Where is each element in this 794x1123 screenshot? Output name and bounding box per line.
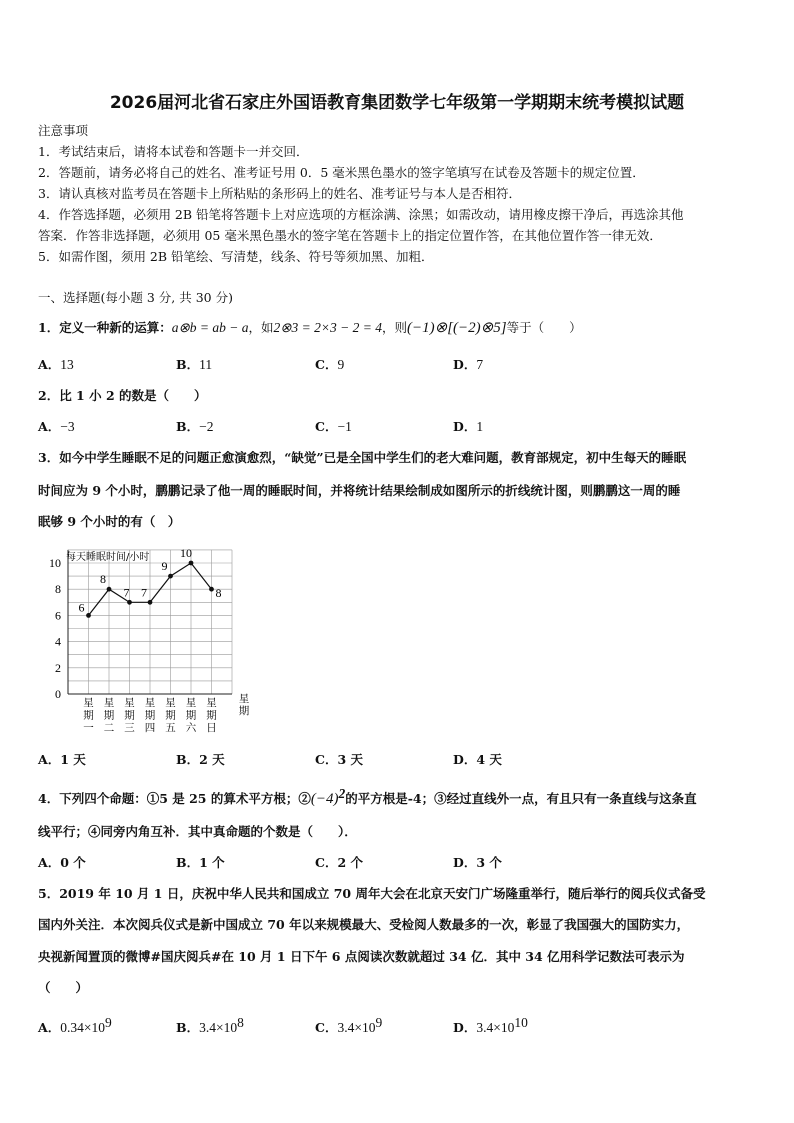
option-d[interactable]: D．3 个 bbox=[453, 855, 502, 870]
data-point bbox=[86, 613, 91, 618]
data-label: 8 bbox=[100, 572, 106, 587]
data-point bbox=[107, 587, 112, 592]
notice-item: 4．作答选择题，必须用 2B 铅笔将答题卡上对应选项的方框涂满、涂黑；如需改动，请用橡皮擦干净后，再选涂其他 bbox=[38, 207, 684, 222]
question-2-stem: 2．比 1 小 2 的数是（ ） bbox=[38, 388, 207, 403]
data-label: 8 bbox=[215, 586, 222, 601]
option-a[interactable]: A．13 bbox=[38, 357, 74, 372]
y-tick-label: 10 bbox=[49, 556, 61, 570]
x-tick-label: 二 bbox=[103, 722, 115, 734]
option-c[interactable]: C．3 天 bbox=[315, 752, 364, 767]
question-4-line: 线平行；④同旁内角互补．其中真命题的个数是（ ）． bbox=[38, 824, 357, 839]
option-b[interactable]: B．2 天 bbox=[176, 752, 225, 767]
question-3-line: 时间应为 9 个小时，鹏鹏记录了他一周的睡眠时间，并将统计结果绘制成如图所示的折线统计图，则鹏鹏这一周的睡 bbox=[38, 483, 681, 498]
x-tick-label: 星 bbox=[124, 697, 135, 709]
data-point bbox=[148, 600, 153, 605]
option-c[interactable]: C．$3.4\times 10^9$ bbox=[315, 1015, 383, 1036]
x-tick-label: 星 bbox=[83, 697, 94, 709]
q1-expression: (−1)⊗[(−2)⊗5] bbox=[407, 320, 507, 336]
option-d[interactable]: D．7 bbox=[453, 357, 484, 372]
y-tick-label: 4 bbox=[55, 634, 61, 649]
q1-mid: ，如 bbox=[248, 320, 274, 335]
q1-suffix: 等于（ ） bbox=[506, 320, 582, 335]
notice-item: 1．考试结束后，请将本试卷和答题卡一并交回． bbox=[38, 144, 309, 159]
data-point bbox=[168, 574, 173, 579]
page-title: 2026届河北省石家庄外国语教育集团数学七年级第一学期期末统考模拟试题 bbox=[109, 93, 685, 113]
question-4-line bbox=[38, 786, 697, 808]
question-5-line: 央视新闻置顶的微博#国庆阅兵#在 10 月 1 日下午 6 点阅读次数就超过 34 亿．其中 34 亿用科学记数法可表示为 bbox=[38, 949, 685, 964]
option-b[interactable]: B．1 个 bbox=[176, 855, 225, 870]
option-d[interactable]: D．$3.4\times 10^{10}$ bbox=[453, 1015, 528, 1036]
notice-item: 答案．作答非选择题，必须用 05 毫米黑色墨水的签字笔在答题卡上的指定位置作答，在其他位置作答一律无效． bbox=[38, 228, 662, 243]
x-tick-label: 期 bbox=[124, 709, 135, 722]
option-a[interactable]: A．1 天 bbox=[38, 752, 86, 767]
x-tick-label: 一 bbox=[83, 722, 94, 734]
question-5-line: 5．2019 年 10 月 1 日，庆祝中华人民共和国成立 70 周年大会在北京天安门广场隆重举行，随后举行的阅兵仪式备受 bbox=[38, 886, 706, 901]
x-tick-label: 期 bbox=[206, 709, 217, 722]
x-tick-label: 星 bbox=[206, 697, 217, 709]
y-axis-label: 每天睡眠时间/小时 bbox=[66, 551, 150, 563]
y-tick-label: 6 bbox=[55, 608, 61, 623]
option-d[interactable]: D．1 bbox=[453, 419, 484, 434]
option-b[interactable]: B．$3.4\times 10^8$ bbox=[176, 1015, 244, 1036]
notice-item: 5．如需作图，须用 2B 铅笔绘、写清楚，线条、符号等须加黑、加粗． bbox=[38, 249, 434, 264]
data-point bbox=[209, 587, 214, 592]
data-point bbox=[127, 600, 132, 605]
option-a[interactable]: A．0 个 bbox=[38, 855, 86, 870]
x-tick-label: 三 bbox=[124, 722, 135, 734]
data-point bbox=[189, 561, 194, 566]
notice-heading: 注意事项 bbox=[38, 123, 89, 138]
data-label: 6 bbox=[78, 600, 85, 615]
x-tick-label: 五 bbox=[165, 722, 176, 734]
q1-definition: a⊗b = ab − a bbox=[171, 320, 249, 335]
x-tick-label: 六 bbox=[185, 722, 197, 734]
x-tick-label: 星 bbox=[144, 697, 156, 709]
q4-expression: (−4) bbox=[310, 791, 339, 808]
sleep-line-chart bbox=[38, 538, 248, 738]
q4-text-a: 4．下列四个命题：①5 是 25 的算术平方根；② bbox=[38, 791, 311, 807]
x-tick-label: 期 bbox=[83, 709, 94, 722]
notice-item: 2．答题前，请务必将自己的姓名、准考证号用 0．5 毫米黑色墨水的签字笔填写在试卷及答题卡的规定位置． bbox=[38, 165, 645, 180]
x-axis-label: 期 bbox=[238, 705, 250, 717]
x-tick-label: 期 bbox=[144, 709, 156, 722]
question-5-line: 国内外关注．本次阅兵仪式是新中国成立 70 年以来规模最大、受检阅人数最多的一次，彰显了我国强大的国防实力， bbox=[38, 917, 690, 932]
y-tick-label: 2 bbox=[55, 660, 61, 675]
q1-then: ，则 bbox=[382, 320, 408, 335]
question-3-line: 眠够 9 个小时的有（ ） bbox=[38, 514, 181, 529]
y-tick-label: 0 bbox=[55, 687, 61, 701]
notice-item: 3．请认真核对监考员在答题卡上所粘贴的条形码上的姓名、准考证号与本人是否相符． bbox=[38, 186, 521, 201]
x-tick-label: 日 bbox=[206, 722, 217, 734]
x-tick-label: 星 bbox=[185, 697, 197, 709]
option-d[interactable]: D．4 天 bbox=[453, 752, 502, 767]
option-c[interactable]: C．−1 bbox=[315, 419, 352, 434]
option-c[interactable]: C．2 个 bbox=[315, 855, 364, 870]
q4-exponent: 2 bbox=[338, 786, 346, 801]
y-tick-label: 8 bbox=[55, 582, 61, 597]
data-label: 7 bbox=[141, 585, 147, 600]
x-axis-label: 星 bbox=[238, 693, 250, 705]
option-a[interactable]: A．$0.34\times 10^9$ bbox=[38, 1015, 112, 1036]
q4-text-b: 的平方根是-4；③经过直线外一点，有且只有一条直线与这条直 bbox=[345, 791, 697, 807]
x-tick-label: 星 bbox=[165, 697, 176, 709]
question-3-line: 3．如今中学生睡眠不足的问题正愈演愈烈，“缺觉”已是全国中学生们的老大难问题，教育部规定，初中生每天的睡眠 bbox=[38, 450, 687, 465]
data-label: 10 bbox=[180, 546, 192, 560]
option-a[interactable]: A．−3 bbox=[38, 419, 75, 434]
x-tick-label: 期 bbox=[165, 709, 176, 722]
question-5-line: （ ） bbox=[38, 980, 89, 995]
question-1-stem bbox=[38, 318, 582, 337]
section-heading: 一、选择题(每小题 3 分, 共 30 分) bbox=[38, 290, 233, 305]
data-label: 7 bbox=[123, 585, 130, 600]
x-tick-label: 期 bbox=[103, 709, 115, 722]
x-tick-label: 四 bbox=[144, 722, 156, 734]
q1-prefix: 1．定义一种新的运算： bbox=[38, 320, 172, 335]
q1-example: 2⊗3 = 2×3 − 2 = 4 bbox=[273, 320, 383, 335]
x-tick-label: 星 bbox=[103, 697, 115, 709]
data-label: 9 bbox=[161, 559, 168, 574]
option-b[interactable]: B．−2 bbox=[176, 419, 214, 434]
option-b[interactable]: B．11 bbox=[176, 357, 213, 372]
option-c[interactable]: C．9 bbox=[315, 357, 345, 372]
x-tick-label: 期 bbox=[185, 709, 197, 722]
